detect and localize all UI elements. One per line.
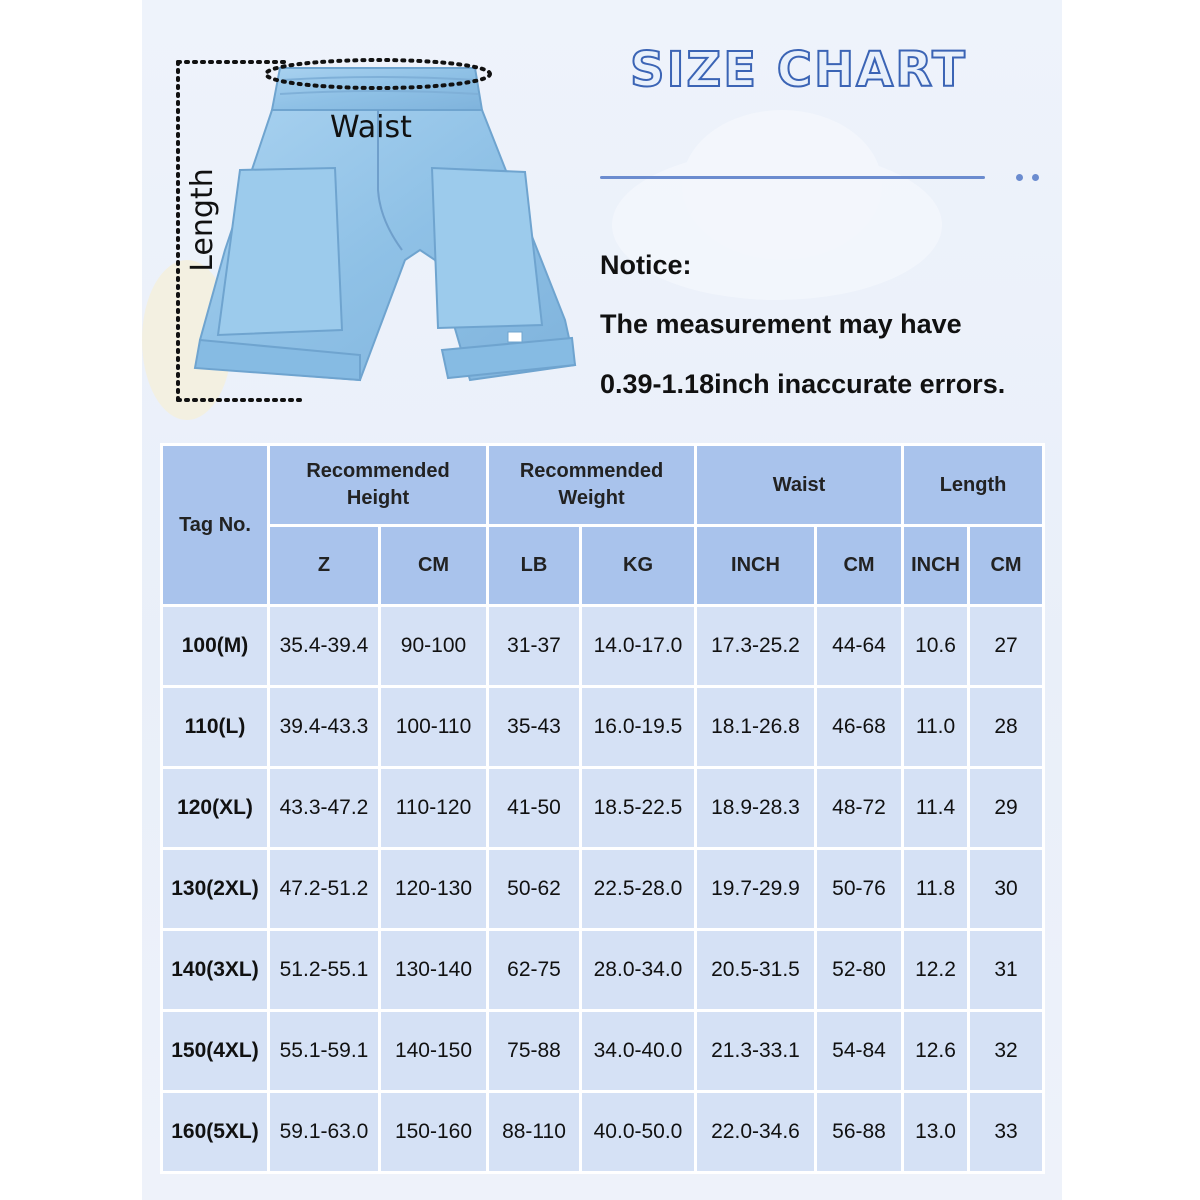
table-cell: 88-110 <box>488 1092 581 1173</box>
table-cell: 17.3-25.2 <box>696 606 816 687</box>
waist-label: Waist <box>330 110 412 145</box>
table-cell: 11.0 <box>903 687 969 768</box>
table-cell: 21.3-33.1 <box>696 1011 816 1092</box>
table-cell: 120-130 <box>380 849 488 930</box>
table-cell: 55.1-59.1 <box>269 1011 380 1092</box>
table-cell: 31-37 <box>488 606 581 687</box>
denim-shorts-image <box>170 50 590 410</box>
unit-header: CM <box>380 526 488 606</box>
unit-header: CM <box>816 526 903 606</box>
table-cell: 35.4-39.4 <box>269 606 380 687</box>
table-cell: 28.0-34.0 <box>581 930 696 1011</box>
table-cell: 11.8 <box>903 849 969 930</box>
notice-line-1: The measurement may have <box>600 309 962 339</box>
table-row <box>162 1011 1044 1092</box>
table-cell: 48-72 <box>816 768 903 849</box>
table-cell: 31 <box>969 930 1044 1011</box>
table-cell: 16.0-19.5 <box>581 687 696 768</box>
table-row <box>162 930 1044 1011</box>
table-cell: 100-110 <box>380 687 488 768</box>
table-cell: 28 <box>969 687 1044 768</box>
unit-header: CM <box>969 526 1044 606</box>
tag-cell: 120(XL) <box>162 768 269 849</box>
table-cell: 44-64 <box>816 606 903 687</box>
waist-group-header: Waist <box>696 445 903 526</box>
table-cell: 34.0-40.0 <box>581 1011 696 1092</box>
table-row <box>162 1092 1044 1173</box>
table-cell: 32 <box>969 1011 1044 1092</box>
shorts-illustration <box>170 50 590 410</box>
table-cell: 62-75 <box>488 930 581 1011</box>
table-row <box>162 768 1044 849</box>
table-cell: 27 <box>969 606 1044 687</box>
table-row <box>162 606 1044 687</box>
table-cell: 46-68 <box>816 687 903 768</box>
table-cell: 43.3-47.2 <box>269 768 380 849</box>
size-table <box>160 443 1045 1174</box>
table-cell: 14.0-17.0 <box>581 606 696 687</box>
table-cell: 52-80 <box>816 930 903 1011</box>
table-cell: 29 <box>969 768 1044 849</box>
table-cell: 18.5-22.5 <box>581 768 696 849</box>
table-cell: 50-76 <box>816 849 903 930</box>
height-group-header: Recommended Height <box>269 445 488 526</box>
table-cell: 18.9-28.3 <box>696 768 816 849</box>
table-cell: 56-88 <box>816 1092 903 1173</box>
table-cell: 10.6 <box>903 606 969 687</box>
table-cell: 41-50 <box>488 768 581 849</box>
unit-header: INCH <box>696 526 816 606</box>
table-cell: 22.0-34.6 <box>696 1092 816 1173</box>
table-cell: 39.4-43.3 <box>269 687 380 768</box>
table-cell: 30 <box>969 849 1044 930</box>
tag-cell: 100(M) <box>162 606 269 687</box>
table-cell: 13.0 <box>903 1092 969 1173</box>
tag-cell: 140(3XL) <box>162 930 269 1011</box>
table-cell: 35-43 <box>488 687 581 768</box>
table-row <box>162 849 1044 930</box>
tag-cell: 110(L) <box>162 687 269 768</box>
table-cell: 75-88 <box>488 1011 581 1092</box>
unit-header: INCH <box>903 526 969 606</box>
table-cell: 59.1-63.0 <box>269 1092 380 1173</box>
divider-dot <box>1016 174 1023 181</box>
size-chart-title: SIZE CHART <box>630 42 967 98</box>
tag-cell: 150(4XL) <box>162 1011 269 1092</box>
length-label: Length <box>185 168 220 272</box>
table-cell: 150-160 <box>380 1092 488 1173</box>
unit-header: LB <box>488 526 581 606</box>
cloud-decoration <box>682 110 882 260</box>
table-cell: 12.2 <box>903 930 969 1011</box>
weight-group-header: Recommended Weight <box>488 445 696 526</box>
table-row <box>162 687 1044 768</box>
table-cell: 130-140 <box>380 930 488 1011</box>
table-cell: 54-84 <box>816 1011 903 1092</box>
tag-no-header: Tag No. <box>162 445 269 606</box>
notice-line-2: 0.39-1.18inch inaccurate errors. <box>600 369 1006 399</box>
table-cell: 12.6 <box>903 1011 969 1092</box>
table-cell: 20.5-31.5 <box>696 930 816 1011</box>
unit-header: KG <box>581 526 696 606</box>
unit-header: Z <box>269 526 380 606</box>
table-cell: 11.4 <box>903 768 969 849</box>
table-cell: 47.2-51.2 <box>269 849 380 930</box>
notice-heading: Notice: <box>600 250 692 280</box>
title-divider <box>600 176 985 179</box>
table-cell: 18.1-26.8 <box>696 687 816 768</box>
table-cell: 90-100 <box>380 606 488 687</box>
table-cell: 22.5-28.0 <box>581 849 696 930</box>
table-cell: 50-62 <box>488 849 581 930</box>
table-cell: 19.7-29.9 <box>696 849 816 930</box>
table-cell: 140-150 <box>380 1011 488 1092</box>
table-cell: 40.0-50.0 <box>581 1092 696 1173</box>
tag-cell: 160(5XL) <box>162 1092 269 1173</box>
divider-dot <box>1032 174 1039 181</box>
tag-cell: 130(2XL) <box>162 849 269 930</box>
table-cell: 51.2-55.1 <box>269 930 380 1011</box>
length-group-header: Length <box>903 445 1044 526</box>
table-cell: 33 <box>969 1092 1044 1173</box>
table-cell: 110-120 <box>380 768 488 849</box>
